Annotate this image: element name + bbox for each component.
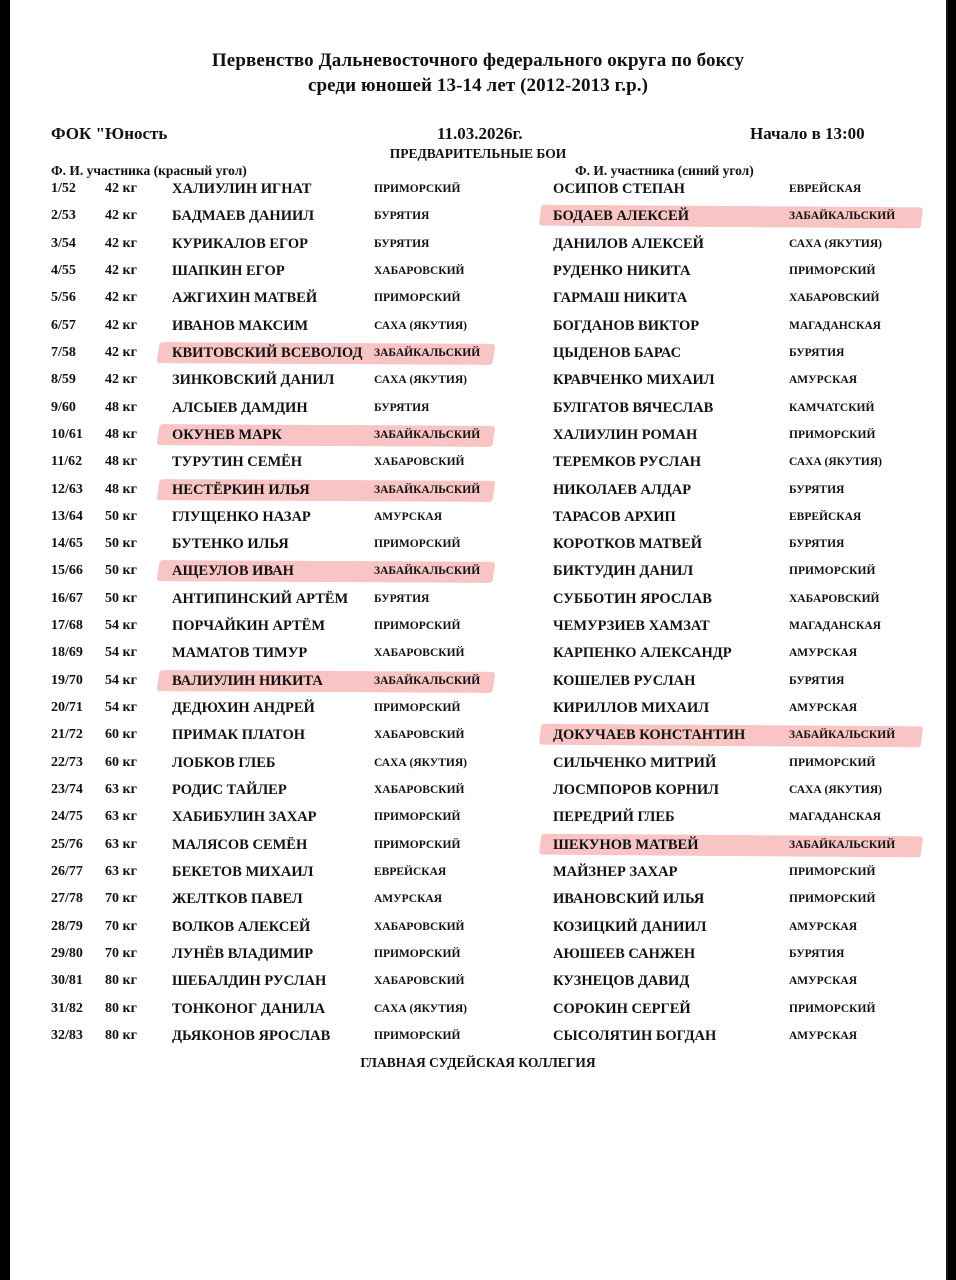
document-subtitle: среди юношей 13-14 лет (2012-2013 г.р.) [307,75,649,96]
bout-number: 27/78 [51,891,83,907]
weight-class: 70 кг [105,945,137,961]
stage-label: ПРЕДВАРИТЕЛЬНЫЕ БОИ [389,146,567,161]
weight-class: 42 кг [105,181,137,196]
bout-row [0,969,956,996]
red-corner-region: ПРИМОРСКИЙ [374,838,461,851]
red-corner-name: ПОРЧАЙКИН АРТЁМ [172,618,326,635]
red-corner-region: САХА (ЯКУТИЯ) [374,1002,467,1015]
bout-number: 28/79 [51,918,83,934]
red-corner-name: КВИТОВСКИЙ ВСЕВОЛОД [172,344,363,361]
red-corner-name: ХАЛИУЛИН ИГНАТ [172,181,312,197]
weight-class: 42 кг [105,235,137,251]
bout-number: 20/71 [51,700,83,716]
bout-number: 12/63 [51,481,83,497]
bout-row [0,833,956,860]
blue-corner-name: ЧЕМУРЗИЕВ ХАМЗАТ [553,618,710,635]
bout-row [0,1024,956,1051]
red-corner-name: ШАПКИН ЕГОР [172,262,285,279]
weight-class: 48 кг [105,399,137,415]
red-corner-name: АЛСЫЕВ ДАМДИН [172,399,308,416]
red-corner-name: АЩЕУЛОВ ИВАН [172,563,294,580]
bout-row [0,478,956,505]
red-corner-name: АНТИПИНСКИЙ АРТЁМ [172,590,349,607]
weight-class: 80 кг [105,973,137,989]
red-corner-name: ГЛУЩЕНКО НАЗАР [172,508,311,525]
weight-class: 63 кг [105,809,137,825]
red-corner-name: ШЕБАЛДИН РУСЛАН [172,973,327,990]
blue-corner-region: БУРЯТИЯ [789,483,845,496]
bout-number: 11/62 [51,454,83,470]
blue-corner-region: АМУРСКАЯ [789,647,858,660]
blue-corner-region: ПРИМОРСКИЙ [789,756,876,769]
red-corner-region: ПРИМОРСКИЙ [374,620,461,633]
blue-corner-name: НИКОЛАЕВ АЛДАР [553,481,692,498]
bout-number: 31/82 [51,1000,83,1016]
bout-row [0,723,956,750]
blue-corner-name: ПЕРЕДРИЙ ГЛЕБ [553,809,675,826]
bout-row [0,423,956,450]
weight-class: 42 кг [105,344,137,360]
red-corner-name: МАМАТОВ ТИМУР [172,645,308,662]
blue-corner-name: РУДЕНКО НИКИТА [553,262,691,279]
red-corner-region: ЗАБАЙКАЛЬСКИЙ [374,565,481,578]
red-corner-region: ЗАБАЙКАЛЬСКИЙ [374,483,481,496]
red-corner-region: САХА (ЯКУТИЯ) [374,319,467,332]
bout-row [0,450,956,477]
blue-corner-name: КОРОТКОВ МАТВЕЙ [553,536,703,553]
blue-corner-name: ТАРАСОВ АРХИП [553,508,676,525]
bout-row [0,314,956,341]
blue-corner-name: ТЕРЕМКОВ РУСЛАН [553,454,702,471]
bout-number: 30/81 [51,973,83,989]
blue-corner-name: ДАНИЛОВ АЛЕКСЕЙ [553,235,704,252]
blue-corner-name: БИКТУДИН ДАНИЛ [553,563,694,580]
blue-corner-region: ПРИМОРСКИЙ [789,893,876,906]
blue-corner-name: ГАРМАШ НИКИТА [553,290,688,307]
bout-row [0,805,956,832]
weight-class: 60 кг [105,727,137,743]
bout-row [0,942,956,969]
red-corner-region: БУРЯТИЯ [374,592,430,605]
red-corner-region: АМУРСКАЯ [374,510,443,523]
bout-number: 32/83 [51,1027,83,1043]
blue-corner-region: ХАБАРОВСКИЙ [789,592,880,605]
blue-corner-region: АМУРСКАЯ [789,1029,858,1042]
bout-row [0,997,956,1024]
red-corner-region: ХАБАРОВСКИЙ [374,729,465,742]
weight-class: 54 кг [105,645,137,661]
weight-class: 54 кг [105,618,137,634]
blue-corner-region: ПРИМОРСКИЙ [789,428,876,441]
weight-class: 60 кг [105,754,137,770]
bout-row [0,696,956,723]
red-corner-region: ХАБАРОВСКИЙ [374,975,465,988]
red-corner-region: ЗАБАЙКАЛЬСКИЙ [374,428,481,441]
red-corner-name: ЗИНКОВСКИЙ ДАНИЛ [172,372,335,389]
bout-row [0,396,956,423]
red-corner-name: РОДИС ТАЙЛЕР [172,782,287,799]
blue-corner-region: ЗАБАЙКАЛЬСКИЙ [789,729,896,742]
blue-corner-name: СИЛЬЧЕНКО МИТРИЙ [553,754,717,771]
bout-row [0,559,956,586]
red-corner-region: БУРЯТИЯ [374,237,430,250]
weight-class: 54 кг [105,700,137,716]
red-corner-name: БЕКЕТОВ МИХАИЛ [172,864,314,880]
red-corner-region: ХАБАРОВСКИЙ [374,264,465,277]
blue-corner-header: Ф. И. участника (синий угол) [575,163,754,178]
bout-number: 25/76 [51,836,83,852]
weight-class: 50 кг [105,590,137,606]
weight-class: 63 кг [105,836,137,852]
blue-corner-region: АМУРСКАЯ [789,374,858,387]
bout-row [0,778,956,805]
bout-row [0,368,956,395]
red-corner-region: ПРИМОРСКИЙ [374,947,461,960]
bout-number: 26/77 [51,864,83,879]
red-corner-name: ЛУНЁВ ВЛАДИМИР [172,945,314,962]
blue-corner-region: САХА (ЯКУТИЯ) [789,237,882,250]
blue-corner-name: ХАЛИУЛИН РОМАН [553,426,698,443]
red-corner-region: ПРИМОРСКИЙ [374,292,461,305]
red-corner-name: ПРИМАК ПЛАТОН [172,727,306,744]
blue-corner-region: САХА (ЯКУТИЯ) [789,784,882,797]
red-corner-name: ОКУНЕВ МАРК [172,426,282,443]
blue-corner-name: БОГДАНОВ ВИКТОР [553,317,700,334]
bout-row [0,259,956,286]
red-corner-region: ПРИМОРСКИЙ [374,538,461,551]
red-corner-region: ЕВРЕЙСКАЯ [374,866,447,878]
weight-class: 70 кг [105,891,137,907]
blue-corner-name: КУЗНЕЦОВ ДАВИД [553,973,690,990]
red-corner-name: ИВАНОВ МАКСИМ [172,317,309,334]
blue-corner-region: БУРЯТИЯ [789,947,845,960]
red-corner-region: АМУРСКАЯ [374,893,443,906]
red-corner-region: САХА (ЯКУТИЯ) [374,374,467,387]
red-corner-region: ХАБАРОВСКИЙ [374,647,465,660]
blue-corner-region: ПРИМОРСКИЙ [789,866,876,878]
weight-class: 63 кг [105,864,137,879]
bout-number: 2/53 [51,208,76,224]
blue-corner-name: КИРИЛЛОВ МИХАИЛ [553,700,710,717]
bout-row [0,614,956,641]
blue-corner-region: МАГАДАНСКАЯ [789,811,881,824]
bout-number: 29/80 [51,945,83,961]
red-corner-region: БУРЯТИЯ [374,401,430,414]
red-corner-name: ВАЛИУЛИН НИКИТА [172,672,323,689]
weight-class: 80 кг [105,1000,137,1016]
blue-corner-name: ИВАНОВСКИЙ ИЛЬЯ [553,891,705,908]
blue-corner-region: САХА (ЯКУТИЯ) [789,456,882,469]
red-corner-name: ТОНКОНОГ ДАНИЛА [172,1000,326,1017]
blue-corner-region: АМУРСКАЯ [789,975,858,988]
red-corner-region: ЗАБАЙКАЛЬСКИЙ [374,346,481,359]
bout-row [0,204,956,231]
bout-row [0,887,956,914]
red-corner-header: Ф. И. участника (красный угол) [51,163,247,178]
bout-number: 6/57 [51,317,76,333]
red-corner-region: ПРИМОРСКИЙ [374,1029,461,1042]
bout-row [0,587,956,614]
blue-corner-name: МАЙЗНЕР ЗАХАР [553,864,678,880]
red-corner-name: ЖЕЛТКОВ ПАВЕЛ [172,891,303,908]
blue-corner-name: ДОКУЧАЕВ КОНСТАНТИН [553,727,746,744]
bout-number: 14/65 [51,536,83,552]
blue-corner-name: БУЛГАТОВ ВЯЧЕСЛАВ [553,399,714,416]
blue-corner-region: ЗАБАЙКАЛЬСКИЙ [789,210,896,223]
red-corner-name: ДЕДЮХИН АНДРЕЙ [172,700,315,717]
blue-corner-name: ОСИПОВ СТЕПАН [553,181,685,197]
red-corner-name: ХАБИБУЛИН ЗАХАР [172,809,317,826]
bout-row [0,860,956,887]
bout-row [0,669,956,696]
bout-number: 15/66 [51,563,83,579]
bout-number: 8/59 [51,372,76,388]
bout-row [0,532,956,559]
blue-corner-region: ЕВРЕЙСКАЯ [789,183,862,195]
bout-row [0,505,956,532]
bout-number: 7/58 [51,344,76,360]
bout-number: 5/56 [51,290,76,306]
blue-corner-region: ЗАБАЙКАЛЬСКИЙ [789,838,896,851]
bout-row [0,751,956,778]
bout-number: 1/52 [51,181,76,196]
red-corner-name: ТУРУТИН СЕМЁН [172,454,303,471]
bout-number: 19/70 [51,672,83,688]
red-corner-region: ПРИМОРСКИЙ [374,702,461,715]
red-corner-name: ВОЛКОВ АЛЕКСЕЙ [172,918,311,935]
blue-corner-name: СОРОКИН СЕРГЕЙ [553,1000,691,1017]
blue-corner-name: КОШЕЛЕВ РУСЛАН [553,672,696,689]
weight-class: 42 кг [105,372,137,388]
weight-class: 42 кг [105,208,137,224]
bout-row [0,232,956,259]
blue-corner-region: КАМЧАТСКИЙ [789,401,875,414]
blue-corner-region: АМУРСКАЯ [789,702,858,715]
bout-row [0,177,956,204]
bout-number: 21/72 [51,727,83,743]
blue-corner-name: КРАВЧЕНКО МИХАИЛ [553,372,715,389]
bout-number: 3/54 [51,235,76,251]
blue-corner-name: СУББОТИН ЯРОСЛАВ [553,590,712,607]
blue-corner-name: СЫСОЛЯТИН БОГДАН [553,1027,717,1044]
red-corner-region: ЗАБАЙКАЛЬСКИЙ [374,674,481,687]
blue-corner-name: КОЗИЦКИЙ ДАНИИЛ [553,918,707,935]
red-corner-region: ХАБАРОВСКИЙ [374,784,465,797]
blue-corner-region: БУРЯТИЯ [789,346,845,359]
red-corner-region: ПРИМОРСКИЙ [374,811,461,824]
bout-number: 9/60 [51,399,76,415]
weight-class: 48 кг [105,454,137,470]
red-corner-name: БУТЕНКО ИЛЬЯ [172,536,289,553]
start-time: Начало в 13:00 [750,124,865,143]
blue-corner-region: БУРЯТИЯ [789,538,845,551]
bout-number: 13/64 [51,508,83,524]
bout-number: 23/74 [51,782,83,798]
red-corner-name: КУРИКАЛОВ ЕГОР [172,235,309,252]
blue-corner-region: МАГАДАНСКАЯ [789,319,881,332]
blue-corner-region: АМУРСКАЯ [789,920,858,933]
weight-class: 80 кг [105,1027,137,1043]
blue-corner-name: ЛОСМПОРОВ КОРНИЛ [553,782,719,799]
bout-number: 16/67 [51,590,83,606]
weight-class: 48 кг [105,426,137,442]
red-corner-name: НЕСТЁРКИН ИЛЬЯ [172,481,310,498]
red-corner-region: ПРИМОРСКИЙ [374,183,461,195]
blue-corner-name: КАРПЕНКО АЛЕКСАНДР [553,645,732,662]
blue-corner-name: ШЕКУНОВ МАТВЕЙ [553,836,699,853]
red-corner-name: МАЛЯСОВ СЕМЁН [172,836,308,853]
bout-number: 10/61 [51,426,83,442]
weight-class: 70 кг [105,918,137,934]
bout-number: 4/55 [51,262,76,278]
weight-class: 42 кг [105,317,137,333]
blue-corner-region: ПРИМОРСКИЙ [789,565,876,578]
blue-corner-name: АЮШЕЕВ САНЖЕН [553,945,696,962]
bout-row [0,286,956,313]
red-corner-name: АЖГИХИН МАТВЕЙ [172,290,318,307]
blue-corner-region: БУРЯТИЯ [789,674,845,687]
bout-row [0,641,956,668]
red-corner-name: ЛОБКОВ ГЛЕБ [172,754,276,771]
weight-class: 50 кг [105,563,137,579]
bout-row [0,341,956,368]
bout-number: 18/69 [51,645,83,661]
weight-class: 50 кг [105,508,137,524]
weight-class: 42 кг [105,290,137,306]
venue: ФОК "Юность [51,124,168,143]
blue-corner-name: ЦЫДЕНОВ БАРАС [553,344,682,361]
event-date: 11.03.2026г. [437,124,523,143]
weight-class: 48 кг [105,481,137,497]
blue-corner-name: БОДАЕВ АЛЕКСЕЙ [553,208,689,225]
blue-corner-region: ПРИМОРСКИЙ [789,1002,876,1015]
red-corner-name: БАДМАЕВ ДАНИИЛ [172,208,315,225]
bout-number: 24/75 [51,809,83,825]
document-title: Первенство Дальневосточного федерального округа по боксу [211,50,745,71]
blue-corner-region: ХАБАРОВСКИЙ [789,292,880,305]
weight-class: 42 кг [105,262,137,278]
red-corner-name: ДЬЯКОНОВ ЯРОСЛАВ [172,1027,331,1044]
red-corner-region: ХАБАРОВСКИЙ [374,456,465,469]
red-corner-region: ХАБАРОВСКИЙ [374,920,465,933]
weight-class: 63 кг [105,782,137,798]
red-corner-region: БУРЯТИЯ [374,210,430,223]
bout-number: 17/68 [51,618,83,634]
weight-class: 50 кг [105,536,137,552]
blue-corner-region: МАГАДАНСКАЯ [789,620,881,633]
blue-corner-region: ЕВРЕЙСКАЯ [789,510,862,523]
bout-number: 22/73 [51,754,83,770]
footer-signature: ГЛАВНАЯ СУДЕЙСКАЯ КОЛЛЕГИЯ [360,1055,596,1070]
bout-row [0,915,956,942]
blue-corner-region: ПРИМОРСКИЙ [789,264,876,277]
weight-class: 54 кг [105,672,137,688]
red-corner-region: САХА (ЯКУТИЯ) [374,756,467,769]
